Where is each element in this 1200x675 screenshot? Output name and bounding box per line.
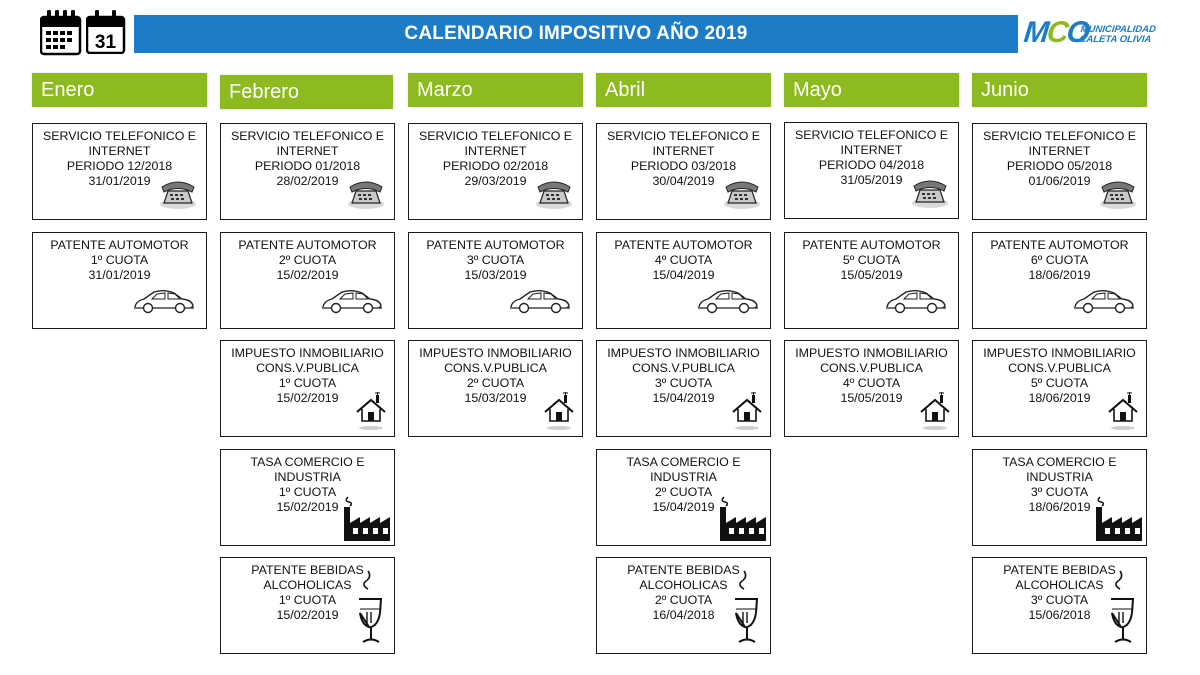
tax-card-line: IMPUESTO INMOBILIARIO bbox=[983, 346, 1136, 360]
telephone-icon bbox=[908, 176, 952, 210]
tax-card-line: 18/06/2019 bbox=[1028, 500, 1091, 514]
telephone-icon bbox=[720, 177, 764, 211]
tax-card-line: 29/03/2019 bbox=[464, 174, 527, 188]
tax-card-line: ALCOHOLICAS bbox=[639, 578, 728, 592]
tax-card-line: IMPUESTO INMOBILIARIO bbox=[419, 346, 572, 360]
tax-card-line: 3º CUOTA bbox=[1030, 485, 1089, 499]
tax-card-line: ALCOHOLICAS bbox=[263, 578, 352, 592]
tax-card-line: IMPUESTO INMOBILIARIO bbox=[607, 346, 760, 360]
tax-card-line: PERIODO 02/2018 bbox=[442, 159, 549, 173]
month-header-abril: Abril bbox=[596, 73, 771, 107]
wine-glass-icon bbox=[354, 567, 386, 647]
tax-card-line: 31/05/2019 bbox=[840, 173, 903, 187]
tax-card-inmobiliario bbox=[784, 340, 959, 437]
tax-card-automotor bbox=[972, 232, 1147, 329]
tax-card-inmobiliario bbox=[408, 340, 583, 437]
tax-card-line: 1º CUOTA bbox=[278, 485, 337, 499]
tax-card-line: PATENTE AUTOMOTOR bbox=[802, 238, 941, 252]
house-icon bbox=[1106, 392, 1140, 432]
tax-card-telefono bbox=[596, 123, 771, 220]
month-header-febrero: Febrero bbox=[220, 75, 393, 109]
tax-card-line: SERVICIO TELEFONICO E bbox=[418, 129, 573, 143]
tax-card-line: 2º CUOTA bbox=[654, 485, 713, 499]
tax-card-line: 28/02/2019 bbox=[276, 174, 339, 188]
tax-card-comercio bbox=[596, 449, 771, 546]
tax-card-line: 15/02/2019 bbox=[276, 500, 339, 514]
tax-card-line: SERVICIO TELEFONICO E bbox=[794, 128, 949, 142]
tax-card-line: 5º CUOTA bbox=[842, 253, 901, 267]
tax-card-line: PATENTE AUTOMOTOR bbox=[614, 238, 753, 252]
tax-card-line: 6º CUOTA bbox=[1030, 253, 1089, 267]
telephone-icon bbox=[344, 177, 388, 211]
tax-card-line: IMPUESTO INMOBILIARIO bbox=[231, 346, 384, 360]
tax-card-automotor bbox=[408, 232, 583, 329]
tax-card-line: CONS.V.PUBLICA bbox=[1008, 361, 1111, 375]
tax-card-line: PATENTE BEBIDAS bbox=[251, 563, 364, 577]
tax-card-line: CONS.V.PUBLICA bbox=[820, 361, 923, 375]
tax-card-line: 2º CUOTA bbox=[654, 593, 713, 607]
tax-card-line: 3º CUOTA bbox=[1030, 593, 1089, 607]
tax-card-line: INDUSTRIA bbox=[1026, 470, 1093, 484]
tax-card-line: 15/03/2019 bbox=[464, 268, 527, 282]
tax-card-line: 3º CUOTA bbox=[654, 376, 713, 390]
calendar-day-number: 31 bbox=[94, 32, 117, 53]
tax-card-line: 31/01/2019 bbox=[88, 174, 151, 188]
month-header-marzo: Marzo bbox=[408, 73, 583, 107]
factory-icon bbox=[338, 493, 392, 543]
tax-card-line: SERVICIO TELEFONICO E bbox=[42, 129, 197, 143]
telephone-icon bbox=[532, 177, 576, 211]
tax-card-line: PATENTE BEBIDAS bbox=[1003, 563, 1116, 577]
house-icon bbox=[730, 392, 764, 432]
tax-card-line: 5º CUOTA bbox=[1030, 376, 1089, 390]
tax-card-automotor bbox=[220, 232, 395, 329]
tax-card-line: 15/02/2019 bbox=[276, 268, 339, 282]
tax-card-line: PERIODO 12/2018 bbox=[66, 159, 173, 173]
municipality-logo bbox=[1022, 15, 1157, 55]
tax-card-line: 3º CUOTA bbox=[466, 253, 525, 267]
tax-card-line: 15/04/2019 bbox=[652, 391, 715, 405]
tax-card-line: INTERNET bbox=[276, 144, 339, 158]
telephone-icon bbox=[1096, 177, 1140, 211]
tax-card-line: 18/06/2019 bbox=[1028, 391, 1091, 405]
tax-card-line: 15/04/2019 bbox=[652, 268, 715, 282]
tax-card-line: 4º CUOTA bbox=[842, 376, 901, 390]
tax-card-line: 2º CUOTA bbox=[466, 376, 525, 390]
tax-card-telefono bbox=[220, 123, 395, 220]
tax-card-line: 30/04/2019 bbox=[652, 174, 715, 188]
page-title: CALENDARIO IMPOSITIVO AÑO 2019 bbox=[134, 15, 1018, 53]
tax-card-telefono bbox=[408, 123, 583, 220]
tax-card-line: SERVICIO TELEFONICO E bbox=[606, 129, 761, 143]
logo-text: MUNICIPALIDAD CALETA OLIVIA bbox=[1078, 24, 1157, 45]
tax-card-line: INTERNET bbox=[88, 144, 151, 158]
tax-card-line: PATENTE AUTOMOTOR bbox=[238, 238, 377, 252]
house-icon bbox=[354, 392, 388, 432]
tax-card-line: 15/04/2019 bbox=[652, 500, 715, 514]
tax-card-inmobiliario bbox=[220, 340, 395, 437]
tax-card-comercio bbox=[972, 449, 1147, 546]
calendar-day-icon bbox=[86, 8, 126, 54]
wine-glass-icon bbox=[730, 567, 762, 647]
tax-card-line: 15/06/2018 bbox=[1028, 608, 1091, 622]
tax-card-line: INTERNET bbox=[1028, 144, 1091, 158]
car-icon bbox=[884, 287, 948, 315]
tax-card-line: ALCOHOLICAS bbox=[1015, 578, 1104, 592]
tax-card-line: 31/01/2019 bbox=[88, 268, 151, 282]
tax-card-bebidas bbox=[596, 557, 771, 654]
tax-card-line: PERIODO 05/2018 bbox=[1006, 159, 1113, 173]
tax-card-line: INDUSTRIA bbox=[650, 470, 717, 484]
tax-card-line: PERIODO 04/2018 bbox=[818, 158, 925, 172]
month-header-junio: Junio bbox=[972, 73, 1147, 107]
house-icon bbox=[918, 392, 952, 432]
tax-card-line: 15/03/2019 bbox=[464, 391, 527, 405]
tax-card-line: INTERNET bbox=[464, 144, 527, 158]
tax-card-line: INTERNET bbox=[652, 144, 715, 158]
tax-card-line: SERVICIO TELEFONICO E bbox=[982, 129, 1137, 143]
tax-card-line: TASA COMERCIO E bbox=[250, 455, 365, 469]
tax-card-line: CONS.V.PUBLICA bbox=[256, 361, 359, 375]
tax-card-inmobiliario bbox=[972, 340, 1147, 437]
tax-card-line: IMPUESTO INMOBILIARIO bbox=[795, 346, 948, 360]
tax-card-line: TASA COMERCIO E bbox=[626, 455, 741, 469]
tax-card-line: INTERNET bbox=[840, 143, 903, 157]
tax-card-line: 1º CUOTA bbox=[278, 376, 337, 390]
tax-card-line: 1º CUOTA bbox=[278, 593, 337, 607]
tax-card-line: INDUSTRIA bbox=[274, 470, 341, 484]
car-icon bbox=[132, 287, 196, 315]
tax-card-line: SERVICIO TELEFONICO E bbox=[230, 129, 385, 143]
tax-card-line: 2º CUOTA bbox=[278, 253, 337, 267]
tax-card-line: 15/02/2019 bbox=[276, 608, 339, 622]
month-header-enero: Enero bbox=[32, 73, 207, 107]
house-icon bbox=[542, 392, 576, 432]
tax-card-line: 18/06/2019 bbox=[1028, 268, 1091, 282]
tax-card-line: PATENTE BEBIDAS bbox=[627, 563, 740, 577]
tax-card-telefono bbox=[784, 122, 959, 219]
tax-card-bebidas bbox=[972, 557, 1147, 654]
tax-card-line: 1º CUOTA bbox=[90, 253, 149, 267]
tax-card-automotor bbox=[32, 232, 207, 329]
logo-mark: MCO bbox=[1022, 16, 1090, 49]
tax-card-line: PATENTE AUTOMOTOR bbox=[50, 238, 189, 252]
tax-card-line: PATENTE AUTOMOTOR bbox=[990, 238, 1129, 252]
factory-icon bbox=[1090, 493, 1144, 543]
wine-glass-icon bbox=[1106, 567, 1138, 647]
car-icon bbox=[1072, 287, 1136, 315]
tax-card-line: 15/02/2019 bbox=[276, 391, 339, 405]
car-icon bbox=[320, 287, 384, 315]
car-icon bbox=[696, 287, 760, 315]
telephone-icon bbox=[156, 177, 200, 211]
tax-card-line: TASA COMERCIO E bbox=[1002, 455, 1117, 469]
calendar-icons bbox=[40, 8, 126, 56]
tax-card-line: 15/05/2019 bbox=[840, 268, 903, 282]
tax-card-line: 16/04/2018 bbox=[652, 608, 715, 622]
tax-card-line: 4º CUOTA bbox=[654, 253, 713, 267]
tax-card-telefono bbox=[32, 123, 207, 220]
tax-card-line: 15/05/2019 bbox=[840, 391, 903, 405]
tax-card-line: PERIODO 03/2018 bbox=[630, 159, 737, 173]
tax-card-inmobiliario bbox=[596, 340, 771, 437]
factory-icon bbox=[714, 493, 768, 543]
tax-card-line: 01/06/2019 bbox=[1028, 174, 1091, 188]
tax-card-line: CONS.V.PUBLICA bbox=[632, 361, 735, 375]
tax-card-line: PATENTE AUTOMOTOR bbox=[426, 238, 565, 252]
tax-card-comercio bbox=[220, 449, 395, 546]
car-icon bbox=[508, 287, 572, 315]
tax-card-telefono bbox=[972, 123, 1147, 220]
tax-card-automotor bbox=[596, 232, 771, 329]
tax-card-line: PERIODO 01/2018 bbox=[254, 159, 361, 173]
tax-card-bebidas bbox=[220, 557, 395, 654]
tax-card-automotor bbox=[784, 232, 959, 329]
month-header-mayo: Mayo bbox=[784, 73, 959, 107]
tax-card-line: CONS.V.PUBLICA bbox=[444, 361, 547, 375]
